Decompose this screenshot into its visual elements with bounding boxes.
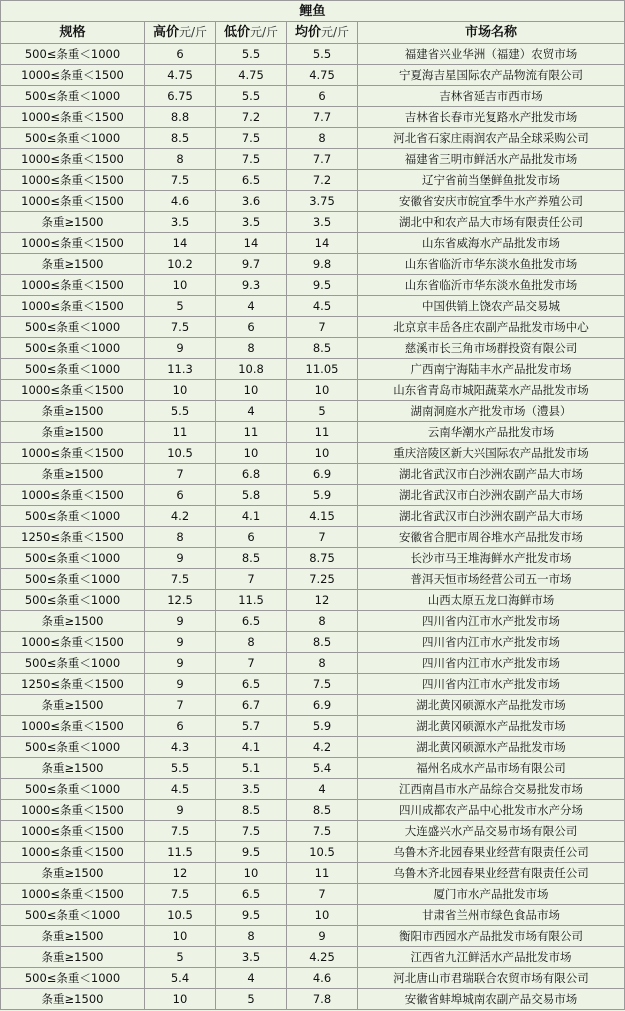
cell-avg-price: 4.15 [287, 506, 358, 527]
cell-high-price: 11.5 [145, 842, 216, 863]
table-row [1, 737, 625, 758]
cell-market-name: 山东省临沂市华东淡水鱼批发市场 [358, 275, 625, 296]
cell-market-name: 重庆涪陵区新大兴国际农产品批发市场 [358, 443, 625, 464]
cell-high-price: 10.5 [145, 905, 216, 926]
cell-spec: 条重≥1500 [1, 254, 145, 275]
cell-low-price: 5.1 [216, 758, 287, 779]
cell-avg-price: 7.7 [287, 149, 358, 170]
cell-avg-price: 6 [287, 86, 358, 107]
cell-spec: 1000≤条重＜1500 [1, 443, 145, 464]
cell-low-price: 5.8 [216, 485, 287, 506]
cell-low-price: 7.5 [216, 149, 287, 170]
cell-market-name: 安徽省安庆市皖宜季牛水产养殖公司 [358, 191, 625, 212]
header-high-unit: 元/斤 [178, 25, 208, 39]
cell-low-price: 7.5 [216, 821, 287, 842]
cell-market-name: 安徽省合肥市周谷堆水产品批发市场 [358, 527, 625, 548]
cell-high-price: 14 [145, 233, 216, 254]
table-row [1, 128, 625, 149]
table-row [1, 527, 625, 548]
cell-spec: 条重≥1500 [1, 611, 145, 632]
header-low [216, 22, 287, 44]
cell-market-name: 湖南洞庭水产批发市场（澧县） [358, 401, 625, 422]
cell-low-price: 7.5 [216, 128, 287, 149]
table-row [1, 968, 625, 989]
cell-high-price: 9 [145, 800, 216, 821]
cell-spec: 1000≤条重＜1500 [1, 485, 145, 506]
table-title: 鲤鱼 [1, 1, 625, 22]
cell-high-price: 7.5 [145, 884, 216, 905]
cell-spec: 条重≥1500 [1, 212, 145, 233]
table-row [1, 170, 625, 191]
cell-spec: 1000≤条重＜1500 [1, 380, 145, 401]
cell-spec: 1000≤条重＜1500 [1, 821, 145, 842]
cell-market-name: 江西省九江鲜活水产品批发市场 [358, 947, 625, 968]
cell-low-price: 10.8 [216, 359, 287, 380]
table-body [1, 44, 625, 1010]
table-row [1, 107, 625, 128]
cell-high-price: 8.8 [145, 107, 216, 128]
cell-spec: 500≤条重＜1000 [1, 548, 145, 569]
cell-avg-price: 7 [287, 317, 358, 338]
cell-spec: 500≤条重＜1000 [1, 86, 145, 107]
table-row [1, 569, 625, 590]
cell-market-name: 山东省威海水产品批发市场 [358, 233, 625, 254]
cell-avg-price: 10 [287, 905, 358, 926]
cell-market-name: 福州名成水产品市场有限公司 [358, 758, 625, 779]
cell-avg-price: 4.5 [287, 296, 358, 317]
cell-spec: 1000≤条重＜1500 [1, 884, 145, 905]
cell-avg-price: 7.7 [287, 107, 358, 128]
cell-high-price: 9 [145, 548, 216, 569]
cell-high-price: 7.5 [145, 569, 216, 590]
cell-low-price: 6.7 [216, 695, 287, 716]
cell-high-price: 12 [145, 863, 216, 884]
table-row [1, 401, 625, 422]
cell-avg-price: 4.6 [287, 968, 358, 989]
cell-low-price: 6 [216, 317, 287, 338]
cell-low-price: 9.5 [216, 905, 287, 926]
cell-high-price: 5.5 [145, 401, 216, 422]
cell-market-name: 甘肃省兰州市绿色食品市场 [358, 905, 625, 926]
cell-spec: 1000≤条重＜1500 [1, 842, 145, 863]
cell-avg-price: 7 [287, 884, 358, 905]
cell-high-price: 9 [145, 674, 216, 695]
cell-high-price: 6 [145, 44, 216, 65]
cell-spec: 1000≤条重＜1500 [1, 296, 145, 317]
cell-market-name: 湖北中和农产品大市场有限责任公司 [358, 212, 625, 233]
cell-high-price: 10.2 [145, 254, 216, 275]
cell-spec: 条重≥1500 [1, 401, 145, 422]
cell-high-price: 11 [145, 422, 216, 443]
cell-high-price: 5.5 [145, 758, 216, 779]
cell-avg-price: 9.5 [287, 275, 358, 296]
cell-market-name: 安徽省蚌埠城南农副产品交易市场 [358, 989, 625, 1010]
table-row [1, 65, 625, 86]
cell-spec: 1000≤条重＜1500 [1, 65, 145, 86]
cell-low-price: 3.6 [216, 191, 287, 212]
cell-market-name: 四川成都农产品中心批发市水产分场 [358, 800, 625, 821]
table-row [1, 695, 625, 716]
cell-market-name: 福建省兴业华洲（福建）农贸市场 [358, 44, 625, 65]
cell-avg-price: 14 [287, 233, 358, 254]
table-row [1, 422, 625, 443]
cell-spec: 1000≤条重＜1500 [1, 233, 145, 254]
cell-spec: 500≤条重＜1000 [1, 317, 145, 338]
header-row [1, 22, 625, 44]
cell-market-name: 宁夏海吉星国际农产品物流有限公司 [358, 65, 625, 86]
cell-avg-price: 10 [287, 380, 358, 401]
cell-high-price: 5.4 [145, 968, 216, 989]
cell-high-price: 4.6 [145, 191, 216, 212]
cell-high-price: 10 [145, 275, 216, 296]
table-row [1, 611, 625, 632]
cell-high-price: 4.2 [145, 506, 216, 527]
cell-avg-price: 8 [287, 653, 358, 674]
table-row [1, 212, 625, 233]
header-avg-unit: 元/斤 [320, 25, 350, 39]
cell-market-name: 普洱天恒市场经营公司五一市场 [358, 569, 625, 590]
cell-low-price: 8 [216, 926, 287, 947]
cell-avg-price: 10.5 [287, 842, 358, 863]
cell-spec: 500≤条重＜1000 [1, 506, 145, 527]
cell-low-price: 9.7 [216, 254, 287, 275]
cell-market-name: 慈溪市长三角市场群投资有限公司 [358, 338, 625, 359]
cell-market-name: 吉林省长春市光复路水产批发市场 [358, 107, 625, 128]
cell-avg-price: 9 [287, 926, 358, 947]
cell-spec: 500≤条重＜1000 [1, 779, 145, 800]
cell-market-name: 辽宁省前当堡鲜鱼批发市场 [358, 170, 625, 191]
cell-market-name: 衡阳市西园水产品批发市场有限公司 [358, 926, 625, 947]
cell-avg-price: 8.5 [287, 632, 358, 653]
cell-market-name: 吉林省延吉市西市场 [358, 86, 625, 107]
cell-spec: 1000≤条重＜1500 [1, 170, 145, 191]
table-row [1, 44, 625, 65]
cell-market-name: 四川省内江市水产批发市场 [358, 674, 625, 695]
cell-spec: 500≤条重＜1000 [1, 569, 145, 590]
cell-market-name: 湖北省武汉市白沙洲农副产品大市场 [358, 506, 625, 527]
cell-low-price: 4 [216, 968, 287, 989]
cell-avg-price: 5.4 [287, 758, 358, 779]
cell-avg-price: 12 [287, 590, 358, 611]
cell-avg-price: 3.5 [287, 212, 358, 233]
cell-low-price: 3.5 [216, 212, 287, 233]
cell-avg-price: 4.75 [287, 65, 358, 86]
cell-low-price: 7 [216, 569, 287, 590]
table-row [1, 821, 625, 842]
cell-spec: 500≤条重＜1000 [1, 968, 145, 989]
cell-avg-price: 7.5 [287, 821, 358, 842]
cell-avg-price: 8.5 [287, 338, 358, 359]
cell-high-price: 7.5 [145, 821, 216, 842]
cell-spec: 1000≤条重＜1500 [1, 632, 145, 653]
cell-market-name: 厦门市水产品批发市场 [358, 884, 625, 905]
header-spec-label: 规格 [59, 24, 86, 40]
table-row [1, 380, 625, 401]
cell-high-price: 4.75 [145, 65, 216, 86]
cell-high-price: 7 [145, 695, 216, 716]
cell-low-price: 8 [216, 338, 287, 359]
cell-market-name: 河北唐山市君瑞联合农贸市场有限公司 [358, 968, 625, 989]
cell-high-price: 4.5 [145, 779, 216, 800]
cell-market-name: 湖北省武汉市白沙洲农副产品大市场 [358, 464, 625, 485]
table-row [1, 863, 625, 884]
cell-avg-price: 4.2 [287, 737, 358, 758]
cell-high-price: 9 [145, 632, 216, 653]
header-avg-label: 均价 [294, 25, 321, 40]
cell-low-price: 4.1 [216, 737, 287, 758]
cell-spec: 条重≥1500 [1, 695, 145, 716]
header-high-label: 高价 [152, 25, 179, 40]
cell-spec: 500≤条重＜1000 [1, 737, 145, 758]
title-row [1, 1, 625, 22]
table-row [1, 359, 625, 380]
table-row [1, 296, 625, 317]
cell-low-price: 5.5 [216, 44, 287, 65]
cell-spec: 500≤条重＜1000 [1, 338, 145, 359]
table-row [1, 947, 625, 968]
cell-low-price: 4.75 [216, 65, 287, 86]
cell-high-price: 8 [145, 149, 216, 170]
table-row [1, 86, 625, 107]
table-row [1, 716, 625, 737]
cell-market-name: 大连盛兴水产品交易市场有限公司 [358, 821, 625, 842]
cell-market-name: 山东省青岛市城阳蔬菜水产品批发市场 [358, 380, 625, 401]
cell-market-name: 四川省内江市水产批发市场 [358, 632, 625, 653]
cell-avg-price: 8.5 [287, 800, 358, 821]
cell-spec: 500≤条重＜1000 [1, 44, 145, 65]
cell-spec: 1000≤条重＜1500 [1, 191, 145, 212]
cell-market-name: 乌鲁木齐北园春果业经营有限责任公司 [358, 863, 625, 884]
table-row [1, 275, 625, 296]
cell-low-price: 11.5 [216, 590, 287, 611]
cell-high-price: 10 [145, 926, 216, 947]
cell-market-name: 湖北黄冈硕源水产品批发市场 [358, 695, 625, 716]
table-row [1, 674, 625, 695]
cell-low-price: 10 [216, 443, 287, 464]
cell-low-price: 4 [216, 296, 287, 317]
cell-spec: 条重≥1500 [1, 464, 145, 485]
cell-high-price: 9 [145, 653, 216, 674]
cell-avg-price: 6.9 [287, 695, 358, 716]
table-row [1, 926, 625, 947]
cell-high-price: 4.3 [145, 737, 216, 758]
table-row [1, 233, 625, 254]
cell-high-price: 6 [145, 485, 216, 506]
cell-low-price: 5 [216, 989, 287, 1010]
cell-market-name: 云南华潮水产品批发市场 [358, 422, 625, 443]
cell-avg-price: 5.5 [287, 44, 358, 65]
cell-low-price: 10 [216, 380, 287, 401]
cell-avg-price: 7.5 [287, 674, 358, 695]
cell-spec: 500≤条重＜1000 [1, 590, 145, 611]
cell-high-price: 9 [145, 611, 216, 632]
cell-avg-price: 7 [287, 527, 358, 548]
cell-market-name: 北京京丰岳各庄农副产品批发市场中心 [358, 317, 625, 338]
cell-market-name: 福建省三明市鲜活水产品批发市场 [358, 149, 625, 170]
cell-low-price: 9.3 [216, 275, 287, 296]
cell-spec: 条重≥1500 [1, 758, 145, 779]
cell-low-price: 5.7 [216, 716, 287, 737]
cell-market-name: 湖北省武汉市白沙洲农副产品大市场 [358, 485, 625, 506]
table-row [1, 254, 625, 275]
cell-market-name: 河北省石家庄雨润农产品全球采购公司 [358, 128, 625, 149]
table-row [1, 485, 625, 506]
cell-market-name: 湖北黄冈硕源水产品批发市场 [358, 716, 625, 737]
cell-high-price: 8 [145, 527, 216, 548]
cell-spec: 500≤条重＜1000 [1, 905, 145, 926]
cell-high-price: 5 [145, 296, 216, 317]
table-row [1, 779, 625, 800]
table-row [1, 800, 625, 821]
cell-low-price: 8 [216, 632, 287, 653]
table-row [1, 884, 625, 905]
cell-avg-price: 5.9 [287, 485, 358, 506]
cell-low-price: 6.5 [216, 611, 287, 632]
table-row [1, 149, 625, 170]
cell-avg-price: 4 [287, 779, 358, 800]
cell-low-price: 11 [216, 422, 287, 443]
cell-spec: 条重≥1500 [1, 989, 145, 1010]
cell-avg-price: 5.9 [287, 716, 358, 737]
cell-high-price: 12.5 [145, 590, 216, 611]
cell-spec: 条重≥1500 [1, 863, 145, 884]
cell-market-name: 山东省临沂市华东淡水鱼批发市场 [358, 254, 625, 275]
header-low-unit: 元/斤 [249, 25, 279, 39]
cell-low-price: 8.5 [216, 800, 287, 821]
cell-market-name: 乌鲁木齐北园春果业经营有限责任公司 [358, 842, 625, 863]
header-high [145, 22, 216, 44]
cell-avg-price: 6.9 [287, 464, 358, 485]
table-row [1, 506, 625, 527]
cell-high-price: 7 [145, 464, 216, 485]
cell-high-price: 3.5 [145, 212, 216, 233]
table-row [1, 191, 625, 212]
cell-avg-price: 3.75 [287, 191, 358, 212]
cell-avg-price: 10 [287, 443, 358, 464]
cell-high-price: 5 [145, 947, 216, 968]
header-market [358, 22, 625, 44]
cell-avg-price: 11 [287, 863, 358, 884]
cell-spec: 1000≤条重＜1500 [1, 800, 145, 821]
cell-avg-price: 7.2 [287, 170, 358, 191]
cell-low-price: 8.5 [216, 548, 287, 569]
cell-low-price: 7.2 [216, 107, 287, 128]
cell-low-price: 3.5 [216, 947, 287, 968]
table-row [1, 464, 625, 485]
cell-high-price: 6 [145, 716, 216, 737]
cell-low-price: 7 [216, 653, 287, 674]
cell-high-price: 8.5 [145, 128, 216, 149]
cell-low-price: 6.5 [216, 674, 287, 695]
cell-high-price: 11.3 [145, 359, 216, 380]
header-low-label: 低价 [223, 25, 250, 40]
cell-avg-price: 11 [287, 422, 358, 443]
cell-spec: 条重≥1500 [1, 422, 145, 443]
cell-low-price: 6.8 [216, 464, 287, 485]
cell-high-price: 9 [145, 338, 216, 359]
cell-low-price: 6.5 [216, 884, 287, 905]
cell-low-price: 4 [216, 401, 287, 422]
cell-low-price: 6 [216, 527, 287, 548]
table-row [1, 632, 625, 653]
cell-high-price: 6.75 [145, 86, 216, 107]
cell-spec: 1000≤条重＜1500 [1, 275, 145, 296]
cell-high-price: 10 [145, 380, 216, 401]
cell-market-name: 中国供销上饶农产品交易城 [358, 296, 625, 317]
cell-avg-price: 7.25 [287, 569, 358, 590]
table-row [1, 758, 625, 779]
cell-market-name: 广西南宁海陆丰水产品批发市场 [358, 359, 625, 380]
cell-spec: 条重≥1500 [1, 947, 145, 968]
cell-market-name: 四川省内江市水产批发市场 [358, 653, 625, 674]
cell-low-price: 10 [216, 863, 287, 884]
header-avg [287, 22, 358, 44]
cell-avg-price: 5 [287, 401, 358, 422]
cell-high-price: 7.5 [145, 317, 216, 338]
header-spec [1, 22, 145, 44]
cell-low-price: 6.5 [216, 170, 287, 191]
cell-avg-price: 8 [287, 128, 358, 149]
cell-spec: 1250≤条重＜1500 [1, 527, 145, 548]
table-row [1, 443, 625, 464]
cell-avg-price: 11.05 [287, 359, 358, 380]
cell-spec: 500≤条重＜1000 [1, 653, 145, 674]
table-row [1, 905, 625, 926]
cell-avg-price: 8 [287, 611, 358, 632]
header-market-label: 市场名称 [465, 24, 518, 40]
table-row [1, 317, 625, 338]
cell-low-price: 3.5 [216, 779, 287, 800]
cell-avg-price: 9.8 [287, 254, 358, 275]
table-row [1, 989, 625, 1010]
cell-spec: 1000≤条重＜1500 [1, 716, 145, 737]
cell-low-price: 4.1 [216, 506, 287, 527]
cell-low-price: 14 [216, 233, 287, 254]
table-row [1, 842, 625, 863]
cell-high-price: 7.5 [145, 170, 216, 191]
table-row [1, 338, 625, 359]
cell-low-price: 9.5 [216, 842, 287, 863]
cell-market-name: 四川省内江市水产批发市场 [358, 611, 625, 632]
cell-avg-price: 8.75 [287, 548, 358, 569]
cell-market-name: 山西太原五龙口海鲜市场 [358, 590, 625, 611]
cell-spec: 1000≤条重＜1500 [1, 107, 145, 128]
cell-spec: 1250≤条重＜1500 [1, 674, 145, 695]
cell-low-price: 5.5 [216, 86, 287, 107]
table-row [1, 590, 625, 611]
cell-high-price: 10 [145, 989, 216, 1010]
cell-avg-price: 7.8 [287, 989, 358, 1010]
cell-market-name: 江西南昌市水产品综合交易批发市场 [358, 779, 625, 800]
cell-spec: 条重≥1500 [1, 926, 145, 947]
cell-spec: 500≤条重＜1000 [1, 128, 145, 149]
cell-market-name: 长沙市马王堆海鲜水产批发市场 [358, 548, 625, 569]
cell-avg-price: 4.25 [287, 947, 358, 968]
cell-spec: 1000≤条重＜1500 [1, 149, 145, 170]
cell-high-price: 10.5 [145, 443, 216, 464]
table-row [1, 653, 625, 674]
cell-market-name: 湖北黄冈硕源水产品批发市场 [358, 737, 625, 758]
table-row [1, 548, 625, 569]
cell-spec: 500≤条重＜1000 [1, 359, 145, 380]
